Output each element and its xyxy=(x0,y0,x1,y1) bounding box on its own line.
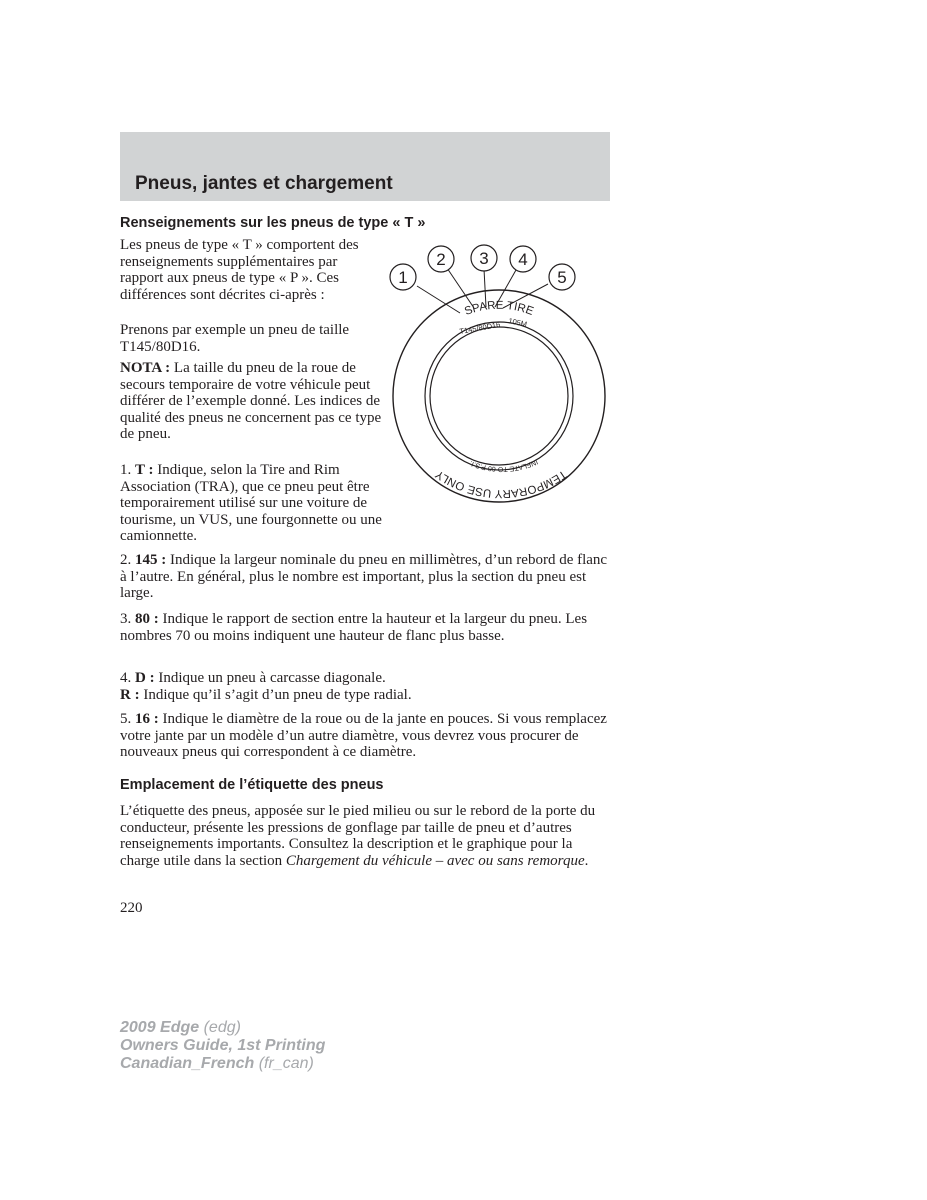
callout-number-4: 4 xyxy=(518,250,528,269)
footer-printing: Owners Guide, 1st Printing xyxy=(120,1037,326,1054)
tire-sidewall-figure xyxy=(386,241,616,511)
item-text: Indique, selon la Tire and Rim Association (TRA), que ce pneu peut être temporairement utilisé sur une voiture de tourisme, un VUS, une fourgonnette ou une camionnette. xyxy=(120,462,382,544)
list-item xyxy=(120,552,610,602)
sidewall-size-text: T145/80D16 xyxy=(458,319,502,336)
item-text: Indique qu’il s’agit d’un pneu de type radial. xyxy=(139,687,412,703)
item-code: 80 : xyxy=(135,611,159,627)
item-number: 5. xyxy=(120,711,135,727)
item-number: 4. xyxy=(120,670,135,686)
rim-inner-circle xyxy=(430,327,568,465)
footer-model-code: (edg) xyxy=(199,1019,241,1036)
note-label: NOTA : xyxy=(120,360,171,376)
item-number: 2. xyxy=(120,552,135,568)
item-code: D : xyxy=(135,670,155,686)
intro-paragraph: Les pneus de type « T » comportent des renseignements supplémentaires par rapport aux pneus de type « P ». Ces différences sont décrites ci-après : xyxy=(120,237,359,303)
sidewall-inflate-text: INFLATE TO 60 P.S.I. xyxy=(468,457,539,473)
tire-label-end: . xyxy=(584,852,589,869)
item-number: 1. xyxy=(120,462,135,478)
note-text: La taille du pneu de la roue de secours temporaire de votre véhicule peut différer de l’exemple donné. Les indices de qualité des pneus ne concernent pas ce type de pneu. xyxy=(120,360,382,442)
footer-language: Canadian_French xyxy=(120,1055,255,1072)
item-text: Indique un pneu à carcasse diagonale. xyxy=(154,670,386,686)
sidewall-spare-tire-text: SPARE TIRE xyxy=(463,299,535,318)
item-text: Indique le rapport de section entre la hauteur et la largeur du pneu. Les nombres 70 ou moins indiquent une hauteur de flanc plus basse. xyxy=(120,611,588,644)
item-number: 3. xyxy=(120,611,135,627)
footer-model: 2009 Edge xyxy=(120,1019,200,1036)
item-text: Indique le diamètre de la roue ou de la jante en pouces. Si vous remplacez votre jante par un modèle d’un autre diamètre, vous devrez vous procurer de nouveaux pneus qui correspondent à ce diamètre. xyxy=(120,711,607,760)
footer-language-code: (fr_can) xyxy=(254,1055,314,1072)
callout-number-5: 5 xyxy=(557,268,567,287)
callout-number-3: 3 xyxy=(479,249,489,268)
rim-circle xyxy=(425,319,573,470)
list-item xyxy=(120,611,610,644)
chapter-title: Pneus, jantes et chargement xyxy=(135,173,393,194)
callout-number-2: 2 xyxy=(436,250,446,269)
list-item xyxy=(120,462,390,545)
list-item xyxy=(120,711,610,761)
tire-label-paragraph xyxy=(120,803,610,869)
section-reference: Chargement du véhicule – avec ou sans remorque xyxy=(285,852,585,869)
page-number: 220 xyxy=(120,900,143,916)
sidewall-load-text: 105M xyxy=(507,316,528,329)
item-code: T : xyxy=(135,462,154,478)
document-footer xyxy=(120,1019,325,1073)
section-heading-t-tires: Renseignements sur les pneus de type « T » xyxy=(120,215,426,231)
sidewall-temporary-text: TEMPORARY USE ONLY xyxy=(433,467,569,500)
item-code: R : xyxy=(120,687,140,703)
section-heading-tire-label: Emplacement de l’étiquette des pneus xyxy=(120,777,384,793)
note-paragraph xyxy=(120,360,382,443)
item-text: Indique la largeur nominale du pneu en millimètres, d’un rebord de flanc à l’autre. En général, plus le nombre est important, plus la section du pneu est large. xyxy=(120,552,608,601)
example-paragraph: Prenons par exemple un pneu de taille T145/80D16. xyxy=(120,322,350,355)
list-item xyxy=(120,670,610,687)
callout-number-1: 1 xyxy=(398,268,408,287)
item-code: 16 : xyxy=(135,711,159,727)
list-item xyxy=(120,687,610,704)
item-code: 145 : xyxy=(135,552,167,568)
tire-label-text: L’étiquette des pneus, apposée sur le pied milieu ou sur le rebord de la porte du conducteur, présente les pressions de gonflage par taille de pneu et d’autres renseignements importants. Consultez la description et le graphique pour la charge utile dans la section xyxy=(120,803,596,869)
